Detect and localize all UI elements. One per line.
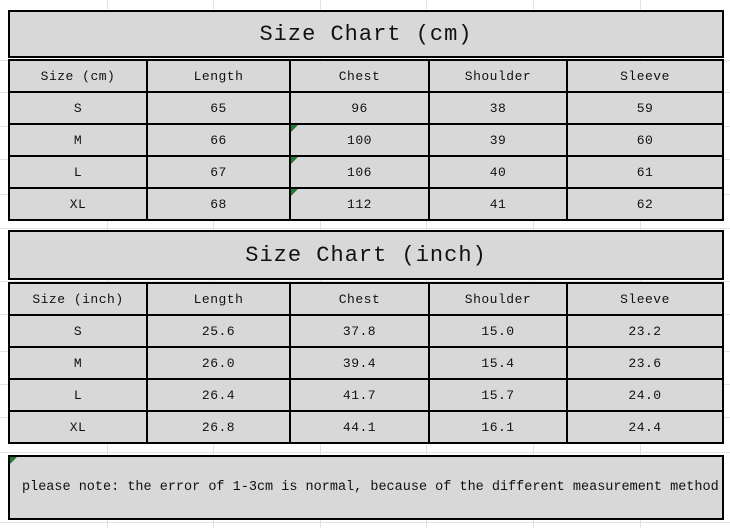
column-header: Sleeve (567, 283, 723, 315)
size-chart-cm-table (8, 59, 724, 221)
size-row-l (9, 156, 723, 188)
measurement-cell: 24.4 (567, 411, 723, 443)
measurement-cell: 15.7 (429, 379, 567, 411)
measurement-cell: 40 (429, 156, 567, 188)
sheet-gridline-horizontal (0, 452, 730, 453)
size-chart-inch-table (8, 282, 724, 444)
measurement-cell: 41.7 (290, 379, 429, 411)
measurement-cell: 100 (290, 124, 429, 156)
size-row-s (9, 315, 723, 347)
size-label-cell: M (9, 347, 147, 379)
column-header: Sleeve (567, 60, 723, 92)
header-row (9, 283, 723, 315)
column-header: Length (147, 60, 290, 92)
measurement-cell: 15.4 (429, 347, 567, 379)
measurement-cell: 24.0 (567, 379, 723, 411)
column-header: Shoulder (429, 60, 567, 92)
measurement-cell: 44.1 (290, 411, 429, 443)
error-indicator-icon (291, 189, 298, 196)
measurement-cell: 26.0 (147, 347, 290, 379)
measurement-cell: 16.1 (429, 411, 567, 443)
sheet-gridline-horizontal (0, 522, 730, 523)
error-indicator-icon (10, 457, 17, 464)
measurement-cell: 39 (429, 124, 567, 156)
measurement-cell: 68 (147, 188, 290, 220)
size-label-cell: L (9, 379, 147, 411)
size-row-l (9, 379, 723, 411)
measurement-cell: 25.6 (147, 315, 290, 347)
size-label-cell: S (9, 92, 147, 124)
measurement-cell: 62 (567, 188, 723, 220)
measurement-cell: 96 (290, 92, 429, 124)
error-indicator-icon (291, 157, 298, 164)
measurement-note (8, 455, 724, 520)
column-header: Chest (290, 60, 429, 92)
size-label-cell: L (9, 156, 147, 188)
size-row-xl (9, 188, 723, 220)
measurement-cell: 15.0 (429, 315, 567, 347)
error-indicator-icon (291, 125, 298, 132)
size-chart-cm-title-text: Size Chart (cm) (259, 21, 473, 47)
size-row-s (9, 92, 723, 124)
column-header: Size (cm) (9, 60, 147, 92)
size-chart-inch-title-text: Size Chart (inch) (245, 242, 487, 268)
measurement-note-text: please note: the error of 1-3cm is normal, because of the different measurement method (22, 480, 719, 495)
measurement-cell: 65 (147, 92, 290, 124)
measurement-cell: 66 (147, 124, 290, 156)
measurement-cell: 41 (429, 188, 567, 220)
size-chart-cm-title (8, 10, 724, 58)
measurement-cell: 38 (429, 92, 567, 124)
size-chart-inch-title (8, 230, 724, 280)
header-row (9, 60, 723, 92)
column-header: Shoulder (429, 283, 567, 315)
size-row-xl (9, 411, 723, 443)
measurement-cell: 60 (567, 124, 723, 156)
column-header: Size (inch) (9, 283, 147, 315)
column-header: Chest (290, 283, 429, 315)
sheet-gridline-horizontal (0, 228, 730, 229)
measurement-cell: 26.8 (147, 411, 290, 443)
measurement-cell: 59 (567, 92, 723, 124)
size-chart-inch-table-wrap (8, 282, 720, 444)
measurement-cell: 112 (290, 188, 429, 220)
column-header: Length (147, 283, 290, 315)
size-chart-cm-table-wrap (8, 59, 720, 221)
measurement-cell: 37.8 (290, 315, 429, 347)
size-label-cell: XL (9, 188, 147, 220)
size-label-cell: M (9, 124, 147, 156)
measurement-cell: 23.6 (567, 347, 723, 379)
measurement-cell: 26.4 (147, 379, 290, 411)
measurement-cell: 23.2 (567, 315, 723, 347)
measurement-cell: 67 (147, 156, 290, 188)
size-label-cell: S (9, 315, 147, 347)
measurement-cell: 39.4 (290, 347, 429, 379)
size-row-m (9, 124, 723, 156)
size-row-m (9, 347, 723, 379)
measurement-cell: 61 (567, 156, 723, 188)
size-label-cell: XL (9, 411, 147, 443)
measurement-cell: 106 (290, 156, 429, 188)
